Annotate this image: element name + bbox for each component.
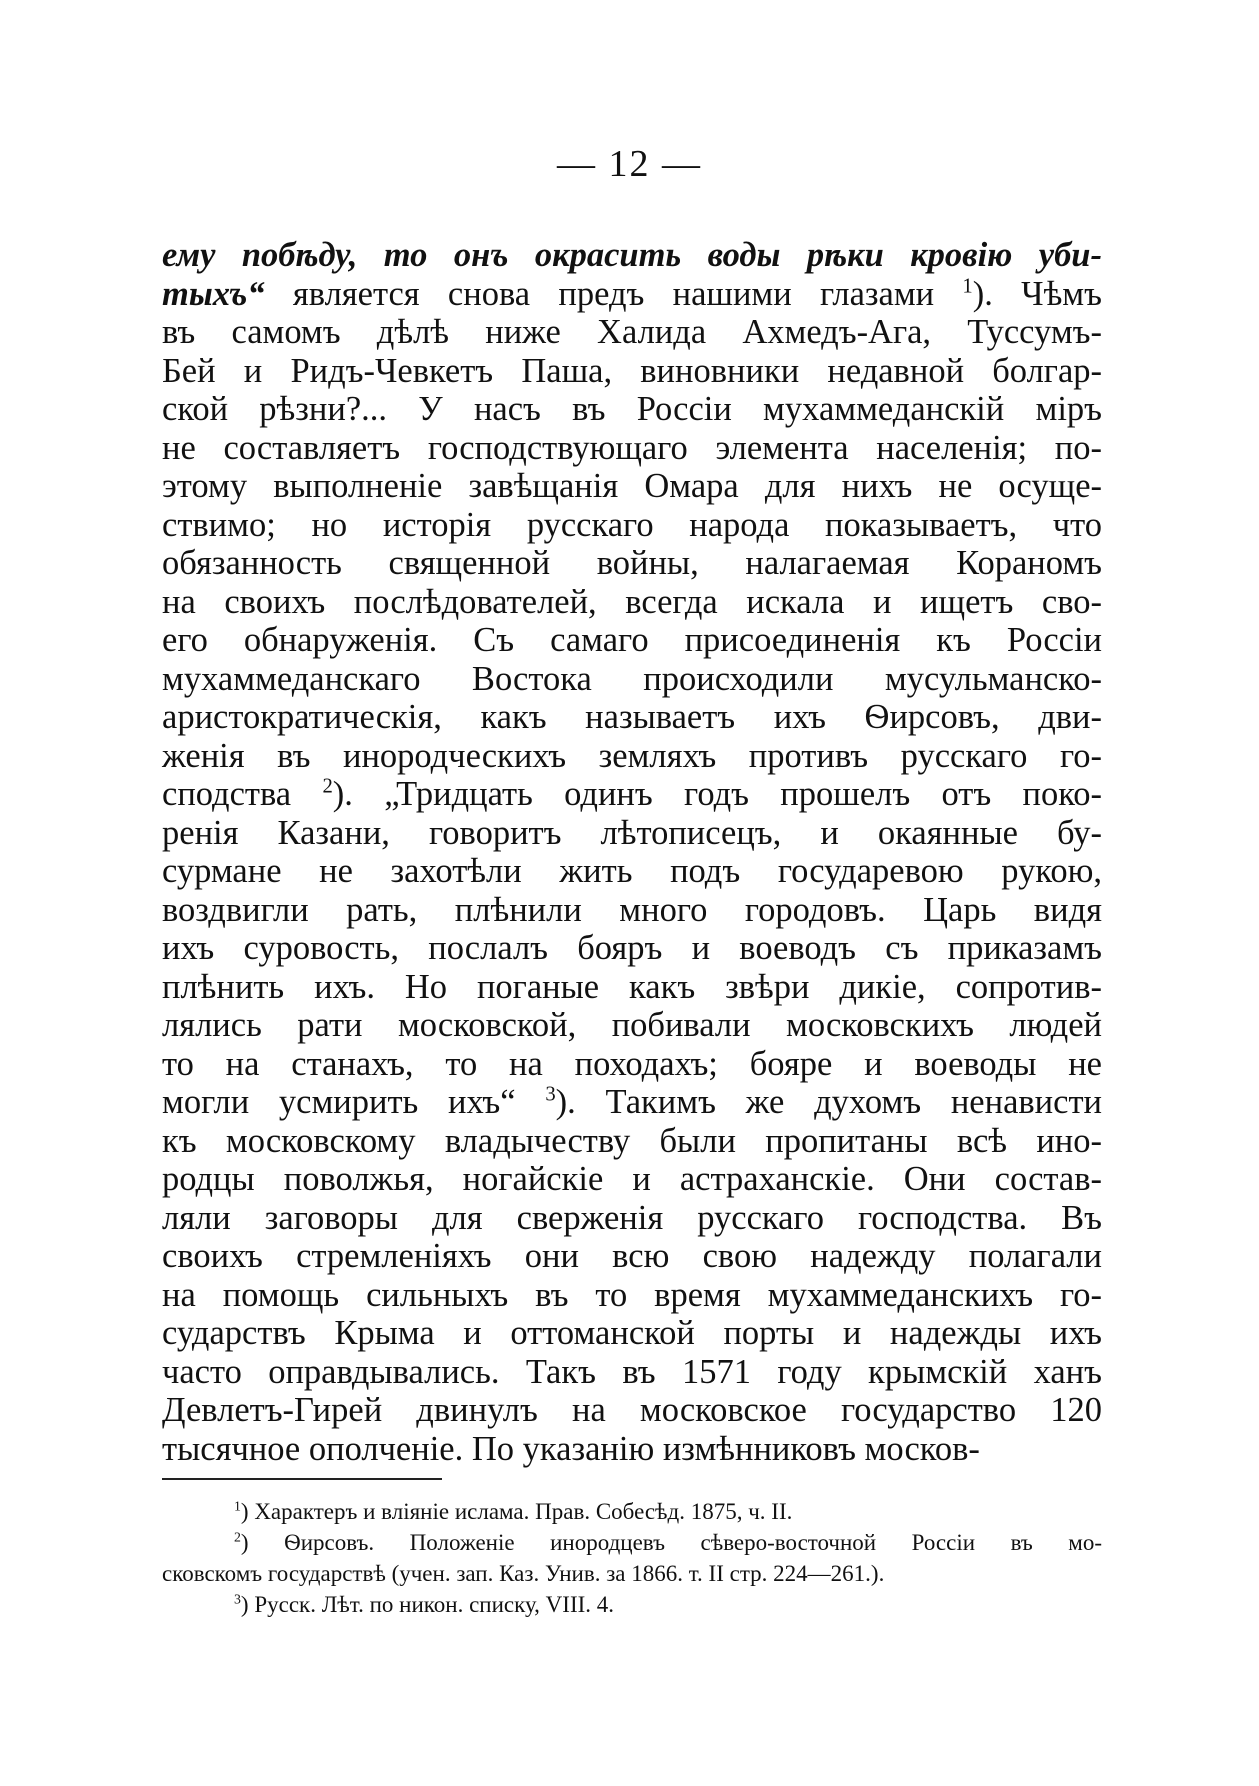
text-line	[162, 275, 1102, 314]
text-span: тысячное ополченіе. По указанію измѣнниковъ москов-	[162, 1429, 980, 1468]
text-line	[162, 236, 1102, 275]
text-span: ляли заговоры для сверженія русскаго господства. Въ	[162, 1198, 1102, 1237]
text-span: аристократическія, какъ называетъ ихъ Ѳирсовъ, дви-	[162, 698, 1102, 736]
footnote-text: ) Русск. Лѣт. по никон. списку, VIII. 4.	[240, 1592, 615, 1617]
text-span: на своихъ послѣдователей, всегда искала и ищетъ сво-	[162, 582, 1102, 621]
footnote-mark: 2	[234, 1529, 241, 1545]
text-line	[162, 891, 1102, 930]
text-line	[162, 506, 1102, 545]
text-span: сударствъ Крыма и оттоманской порты и надежды ихъ	[162, 1314, 1102, 1352]
footnote-ref: 1	[962, 275, 973, 297]
footnote-mark: 1	[234, 1498, 241, 1514]
text-span: ской рѣзни?... У насъ въ Россіи мухаммеданскій міръ	[162, 390, 1102, 428]
text-span: плѣнить ихъ. Но поганые какъ звѣри дикіе, сопротив-	[162, 967, 1102, 1006]
text-line	[162, 1006, 1102, 1045]
text-line	[162, 814, 1102, 853]
text-line	[162, 660, 1102, 699]
text-span: ствимо; но исторія русскаго народа показываетъ, что	[162, 505, 1102, 544]
text-line	[162, 1083, 1102, 1122]
footnote-line	[162, 1496, 1102, 1527]
italic-text: тыхъ“	[162, 274, 265, 313]
text-line	[162, 1353, 1102, 1392]
text-span: ). Такимъ же духомъ ненависти	[555, 1083, 1102, 1121]
footnote-text: ) Ѳирсовъ. Положеніе инородцевъ сѣверо-восточной Россіи въ мо-	[240, 1530, 1102, 1555]
text-span: его обнаруженія. Съ самаго присоединенія къ Россіи	[162, 621, 1102, 659]
text-line	[162, 390, 1102, 429]
text-span: ихъ суровость, послалъ бояръ и воеводъ съ приказамъ	[162, 929, 1102, 967]
text-line	[162, 929, 1102, 968]
text-span: женія въ инородческихъ земляхъ противъ русскаго го-	[162, 736, 1102, 775]
footnotes	[162, 1496, 1102, 1620]
text-span: обязанность священной войны, налагаемая Кораномъ	[162, 544, 1102, 582]
text-line	[162, 1160, 1102, 1199]
footnote-ref: 3	[545, 1083, 556, 1106]
footnote-divider	[162, 1478, 442, 1480]
text-span: своихъ стремленіяхъ они всю свою надежду полагали	[162, 1237, 1102, 1275]
text-line	[162, 1276, 1102, 1315]
text-span: часто оправдывались. Такъ въ 1571 году крымскій ханъ	[162, 1352, 1102, 1391]
text-line	[162, 968, 1102, 1007]
text-line	[162, 1045, 1102, 1084]
text-span: Бей и Ридъ-Чевкетъ Паша, виновники недавной болгар-	[162, 351, 1102, 390]
text-span: на помощь сильныхъ въ то время мухаммеданскихъ го-	[162, 1275, 1102, 1314]
footnote-line	[162, 1558, 1102, 1589]
text-span: ). „Тридцать одинъ годъ прошелъ отъ поко-	[332, 775, 1103, 813]
text-line	[162, 544, 1102, 583]
text-span: къ московскому владычеству были пропитаны всѣ ино-	[162, 1121, 1102, 1160]
page-number: — 12 —	[557, 143, 702, 185]
text-line	[162, 621, 1102, 660]
text-line	[162, 698, 1102, 737]
text-span: воздвигли рать, плѣнили много городовъ. Царь видя	[162, 890, 1102, 929]
text-line	[162, 467, 1102, 506]
italic-text: ему побѣду, то онъ окрасить воды рѣки кровію уби-	[162, 236, 1102, 274]
text-span: сурмане не захотѣли жить подъ государевою рукою,	[162, 852, 1102, 890]
text-line	[162, 737, 1102, 776]
text-line	[162, 1199, 1102, 1238]
text-line	[162, 352, 1102, 391]
text-line	[162, 1430, 1102, 1469]
text-span: ренія Казани, говоритъ лѣтописецъ, и окаянные бу-	[162, 813, 1102, 852]
text-line	[162, 1237, 1102, 1276]
text-span: ). Чѣмъ	[972, 274, 1102, 313]
text-span: этому выполненіе завѣщанія Омара для нихъ не осуще-	[162, 467, 1102, 505]
text-span: является снова предъ нашими глазами	[264, 274, 963, 313]
text-span: Девлетъ-Гирей двинулъ на московское государство 120	[162, 1391, 1102, 1429]
text-span: въ самомъ дѣлѣ ниже Халида Ахмедъ-Ага, Туссумъ-	[162, 313, 1102, 351]
text-span: не составляетъ господствующаго элемента населенія; по-	[162, 428, 1102, 467]
text-line	[162, 1391, 1102, 1430]
text-line	[162, 429, 1102, 468]
text-line	[162, 775, 1102, 814]
text-line	[162, 852, 1102, 891]
body-text	[162, 236, 1102, 1468]
footnote-line	[162, 1589, 1102, 1620]
text-span: то на станахъ, то на походахъ; бояре и воеводы не	[162, 1044, 1102, 1083]
text-span: сподства	[162, 775, 323, 813]
footnote-ref: 2	[322, 775, 333, 798]
text-line	[162, 1122, 1102, 1161]
footnote-text: ) Характеръ и вліяніе ислама. Прав. Собесѣд. 1875, ч. II.	[240, 1499, 793, 1524]
footnote-mark: 3	[234, 1591, 241, 1607]
text-line	[162, 583, 1102, 622]
text-span: родцы поволжья, ногайскіе и астраханскіе. Они состав-	[162, 1160, 1102, 1198]
text-span: мухаммеданскаго Востока происходили мусульманско-	[162, 659, 1102, 698]
footnote-text: сковскомъ государствѣ (учен. зап. Каз. Унив. за 1866. т. II стр. 224—261.).	[162, 1561, 885, 1586]
text-span: лялись рати московской, побивали московскихъ людей	[162, 1006, 1102, 1044]
text-line	[162, 1314, 1102, 1353]
text-line	[162, 313, 1102, 352]
text-span: могли усмирить ихъ“	[162, 1083, 546, 1121]
footnote-line	[162, 1527, 1102, 1558]
